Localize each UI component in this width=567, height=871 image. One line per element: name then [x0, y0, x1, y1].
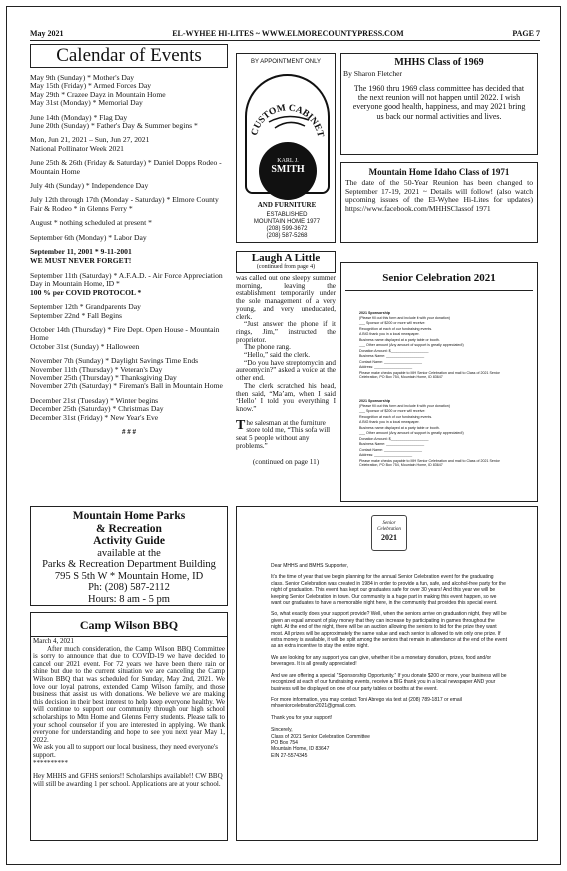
custom-cabinets-ad [236, 53, 336, 243]
form-line: A BIG thank you in a local newspaper. [359, 420, 420, 424]
form-line: Donation Amount: $___________________ [359, 436, 429, 441]
calendar-section [30, 44, 228, 499]
calendar-event: May 15th (Friday) * Armed Forces Day [30, 81, 152, 91]
afad-text: September 11th (Saturday) * A.F.A.D. - Air Force Appreciation Day in Mountain Home, ID * [30, 270, 223, 289]
calendar-event: December 21st (Tuesday) * Winter begins [30, 395, 159, 405]
camp-wilson-bbq-box [30, 612, 228, 841]
calendar-event: October 31st (Sunday) * Halloween [30, 341, 140, 351]
parks-title-3: Activity Guide [93, 535, 165, 547]
page-header [30, 29, 540, 41]
calendar-event: September 6th (Monday) * Labor Day [30, 232, 147, 242]
letter-paragraph: It’s the time of year that we begin planning for the annual Senior Celebration event for the graduating class. Senior Celebration was created in 1984 in order to provide a fun, safe, and alcohol-free party for the night of graduation. This event has kept our graduates safe for over 30 years! And this year we will be keeping Senior Celebration in town. Our community is a huge part in making this event happen, so we want our graduates to have a memorable night here, in the community that provides this special event. [271, 574, 506, 607]
calendar-event: May 29th * Crazee Dayz in Mountain Home [30, 89, 166, 99]
class-1969-body: The 1960 thru 1969 class committee has decided that the next reunion will not happen until 2022. I wish everyone good health, happiness, and may 2021 bring us back our normal activities and lives. [352, 84, 526, 121]
calendar-group [30, 182, 228, 190]
form-line: ___ Sponsor of $200 or more will receive: [359, 409, 426, 413]
class-1969-byline: By Sharon Fletcher [343, 69, 403, 78]
class-1969-title: MHHS Class of 1969 [394, 57, 484, 68]
form-line: Address: ___________________ [359, 365, 413, 369]
form-title: 2021 Sponsorship [359, 399, 390, 403]
bbq-body-3: Hey MHHS and GFHS seniors!! Scholarships available!! CW BBQ will still be awarding 1 per school. Applications are at your school. [33, 772, 223, 788]
bbq-title: Camp Wilson BBQ [79, 618, 179, 632]
calendar-event: September 22nd * Fall Begins [30, 310, 122, 320]
calendar-event: November 25th (Thursday) * Thanksgiving Day [30, 372, 177, 382]
calendar-group [30, 326, 228, 351]
calendar-event: November 27th (Saturday) * Fireman's Ball in Mountain Home [30, 381, 223, 391]
ad-arc-text: CUSTOM CABINET [250, 103, 326, 139]
class-1971-title: Mountain Home Idaho Class of 1971 [368, 167, 510, 177]
laugh-paragraph: was called out one sleepy summer morning, leaving the establishment temporarily under the sole management of a very young, and very uneducated, clerk. [236, 274, 336, 321]
form-line: A BIG thank you in a local newspaper. [359, 332, 420, 336]
calendar-event: December 25th (Saturday) * Christmas Day [30, 404, 164, 414]
letter-closing-line: Mountain Home, ID 83647 [271, 746, 330, 753]
form-line: Contact Name: ___________________ [359, 447, 422, 452]
letter-logo-year: 2021 [381, 533, 397, 542]
laugh-paragraph: “Hello,” said the clerk. [244, 351, 311, 360]
laugh-subtitle: (continued from page 4) [256, 264, 316, 270]
calendar-event: August * nothing scheduled at present * [30, 218, 152, 228]
letter-closing-line: PO Box 754 [271, 739, 298, 746]
laugh-body [236, 275, 336, 414]
form-line: Recognition at each of our fundraising events. [359, 326, 433, 331]
class-1971-body: The date of the 50-Year Reunion has been changed to September 17-19, 2021 ~ Details will follow! (also watch upcoming issues of the El-Wyhee Hi-Lites for updates) https://www.facebook.com/MHHSClassof 1971 [345, 178, 533, 214]
letter-closing [271, 727, 507, 759]
form-line: Contact Name: ___________________ [359, 359, 422, 364]
form-line: ___ Other amount (Any amount of support is greatly appreciated!) [359, 431, 464, 435]
form-line: Business Name: ___________________ [359, 354, 425, 358]
laugh-joke-2 [236, 417, 336, 451]
calendar-group [30, 114, 228, 131]
ad-name-badge [259, 142, 317, 200]
parks-line-2: Parks & Recreation Department Building [42, 559, 216, 570]
bbq-body-2: We ask you all to support our local business, they need everyone's support. [33, 743, 218, 759]
calendar-event: November 11th (Thursday) * Veteran's Day [30, 364, 163, 374]
calendar-group [30, 357, 228, 391]
form-line: Please make checks payable to MH Senior Celebration and mail to Class of 2021 Senior Celebration, PO Box 754, Mountain Home, ID 83647 [359, 458, 500, 467]
laugh-paragraph: “Do you have streptomycin and aureomycin?” asked a voice at the other end. [236, 358, 336, 383]
letter-paragraphs [271, 574, 507, 721]
form-line: (Please fill out this form and include it with your donation) [359, 403, 450, 408]
form-line: Please make checks payable to MH Senior Celebration and mail to Class of 2021 Senior Celebration, PO Box 754, Mountain Home, ID 83647 [359, 370, 500, 379]
calendar-event: May 31st (Monday) * Memorial Day [30, 98, 143, 108]
calendar-event: Mon, Jun 21, 2021 – Sun, Jun 27, 2021 [30, 135, 150, 145]
parks-hours: Hours: 8 am - 5 pm [88, 593, 170, 605]
letter-paragraph: So, what exactly does your support provide? Well, when the seniors arrive on graduation night, they will be given an equal amount of play money that they can increase by participating in games throughout the night. At the end of the night, there will be an auction allowing the seniors to bid for the prize they want most. All prizes will be approximately the same value and each senior is allowed to win only one prize. If extra money is available, it will be split among the seniors that remain in attendance at the end of the event as an extra incentive to stay the entire night. [271, 611, 507, 650]
bbq-date: March 4, 2021 [33, 637, 75, 645]
laugh-title-box [236, 251, 336, 273]
ad-location: MOUNTAIN HOME 1977 [253, 219, 321, 225]
ad-appointment: BY APPOINTMENT ONLY [250, 59, 322, 65]
form-line: Recognition at each of our fundraising events. [359, 414, 433, 419]
calendar-list [30, 74, 228, 242]
svg-text:CUSTOM CABINETS [247, 76, 325, 139]
laugh-paragraph: The clerk scratched his head, then said, “Ma’am, when I said ‘Hello’ I told you everything I know.” [236, 381, 336, 413]
laugh-joke-2-text: he salesman at the furniture store told me, “This sofa will seat 5 people without any problems.” [236, 418, 331, 450]
sept11-date: September 11, 2001 * 9-11-2001 [30, 247, 132, 257]
letter-greeting: Dear MHHS and BMHS Supporter, [271, 563, 348, 569]
header-page-number: PAGE 7 [512, 29, 540, 38]
calendar-group [30, 234, 228, 242]
form-title: 2021 Sponsorship [359, 311, 390, 315]
calendar-group [30, 159, 228, 176]
ad-surname: SMITH [271, 164, 305, 175]
senior-letter-box [236, 506, 538, 841]
ad-established-label: ESTABLISHED [266, 212, 308, 218]
sponsorship-form-2 [359, 399, 519, 469]
afad-protocol: 100 % per COVID PROTOCOL * [30, 287, 142, 297]
calendar-sept11 [30, 248, 228, 265]
calendar-event: June 14th (Monday) * Flag Day [30, 112, 128, 122]
calendar-event: July 12th through 17th (Monday - Saturday) * Elmore County Fair & Rodeo * in Glenns Ferry * [30, 195, 219, 213]
calendar-end-mark: # # # [122, 428, 136, 436]
letter-closing-line: Sincerely, [271, 727, 293, 734]
calendar-group [30, 219, 228, 227]
laugh-paragraph: “Just answer the phone if it rings, Jim,” instructed the proprietor. [236, 320, 336, 344]
letter-logo [371, 515, 407, 551]
bbq-body-1: After much consideration, the Camp Wilson BBQ Committee is sorry to announce that due to COVID-19 we have decided to cancel our 2021 event. For 72 years we have been there rain or shine but due to the current situation we are canceling the Camp Wilson BBQ that was scheduled for Sunday, May 2nd, 2021. We love our loyal patrons, extended Camp Wilson family, and those business that assist us with donations. We believe we are making this decision in their best interest to help keep everyone healthy. We will continue to support our community through our high school scholarships to Mtn Home and Glenns Ferry students. Please talk to your school counselor if you are interested in applying. We thank everyone for understanding and hope to see you next year May 1, 2022. [33, 644, 225, 744]
parks-title-2: & Recreation [96, 522, 162, 535]
ad-and-furniture: AND FURNITURE [257, 201, 317, 209]
calendar-group [30, 196, 228, 213]
calendar-event: June 25th & 26th (Friday & Saturday) * Daniel Dopps Rodeo - Mountain Home [30, 158, 222, 176]
ad-phone-1: (208) 599-3672 [266, 226, 308, 232]
calendar-group [30, 74, 228, 108]
calendar-event: December 31st (Friday) * New Year's Eve [30, 412, 159, 422]
letter-paragraph: We are looking for any support you can give, whether it be a monetary donation, prizes, food and/or beverages. It is all greatly appreciated! [271, 654, 492, 668]
letter-closing-line: Class of 2021 Senior Celebration Committee [271, 733, 370, 740]
calendar-event: October 14th (Thursday) * Fire Dept. Open House - Mountain Home [30, 324, 220, 343]
calendar-event: National Pollinator Week 2021 [30, 143, 124, 153]
senior-celebration-box [340, 262, 538, 502]
calendar-group [30, 136, 228, 153]
laugh-dropcap: T [236, 417, 246, 433]
bbq-stars: ********** [33, 758, 68, 767]
laugh-section [236, 251, 336, 499]
senior-title: Senior Celebration 2021 [382, 272, 496, 284]
sept11-slogan: WE MUST NEVER FORGET! [30, 255, 132, 265]
parks-line-3: 795 S 5th W * Mountain Home, ID [54, 570, 204, 582]
parks-title-1: Mountain Home Parks [72, 510, 186, 522]
form-line: Business Name: ___________________ [359, 442, 425, 446]
letter-paragraph: And we are offering a special “Sponsorship Opportunity.” If you donate $200 or more, your business will be recognized at each of our fundraising events, receive a BIG thank you in a local newspaper AND your business will be displayed on one of our party tables or booths at the event. [271, 672, 507, 692]
parks-phone: Ph: (208) 587-2112 [88, 582, 170, 593]
ad-phone-2: (208) 587-5268 [266, 233, 308, 239]
form-line: ___ Other amount (Any amount of support is greatly appreciated!) [359, 343, 464, 347]
form-line: Business name displayed at a party table or booth. [359, 337, 440, 342]
calendar-event: May 9th (Sunday) * Mother's Day [30, 73, 135, 82]
form-line: Business name displayed at a party table or booth. [359, 425, 440, 430]
form-line: Address: ___________________ [359, 453, 413, 457]
letter-paragraph: For more information, you may contact Toni Abrego via text at (208) 789-1817 or email mhseniorcelebration2021@gmail.com. [271, 696, 462, 710]
laugh-continued: (continued on page 11) [252, 458, 320, 467]
letter-body [271, 563, 507, 759]
form-line: (Please fill out this form and include it with your donation) [359, 315, 450, 320]
calendar-event: July 4th (Sunday) * Independence Day [30, 181, 149, 191]
parks-rec-box [30, 506, 228, 606]
letter-logo-mid: Celebration [377, 527, 401, 532]
calendar-event: June 20th (Sunday) * Father's Day & Summer begins * [30, 121, 198, 131]
calendar-group [30, 397, 228, 422]
calendar-list-2 [30, 303, 228, 422]
form-line: Donation Amount: $___________________ [359, 348, 429, 353]
calendar-afad [30, 272, 228, 297]
laugh-paragraph: The phone rang. [244, 343, 291, 352]
header-date: May 2021 [30, 29, 64, 38]
parks-line-1: available at the [97, 547, 161, 559]
letter-paragraph: Thank you for your support! [271, 714, 333, 721]
ad-established [237, 212, 337, 240]
header-masthead: EL-WYHEE HI-LITES ~ WWW.ELMORECOUNTYPRESS.COM [172, 29, 404, 38]
calendar-event: September 12th * Grandparents Day [30, 302, 141, 312]
class-1971-article [340, 162, 538, 243]
ad-initials: KARL J. [277, 158, 299, 164]
laugh-title: Laugh A Little [251, 252, 321, 264]
calendar-event: November 7th (Sunday) * Daylight Savings Time Ends [30, 356, 199, 366]
form-line: ___ Sponsor of $200 or more will receive: [359, 321, 426, 325]
letter-logo-top: Senior [382, 521, 396, 526]
calendar-group [30, 303, 228, 320]
class-1969-article [340, 53, 538, 155]
letter-closing-line: EIN 27-5574345 [271, 752, 308, 759]
sponsorship-form-1 [359, 311, 519, 381]
calendar-title: Calendar of Events [30, 44, 228, 68]
